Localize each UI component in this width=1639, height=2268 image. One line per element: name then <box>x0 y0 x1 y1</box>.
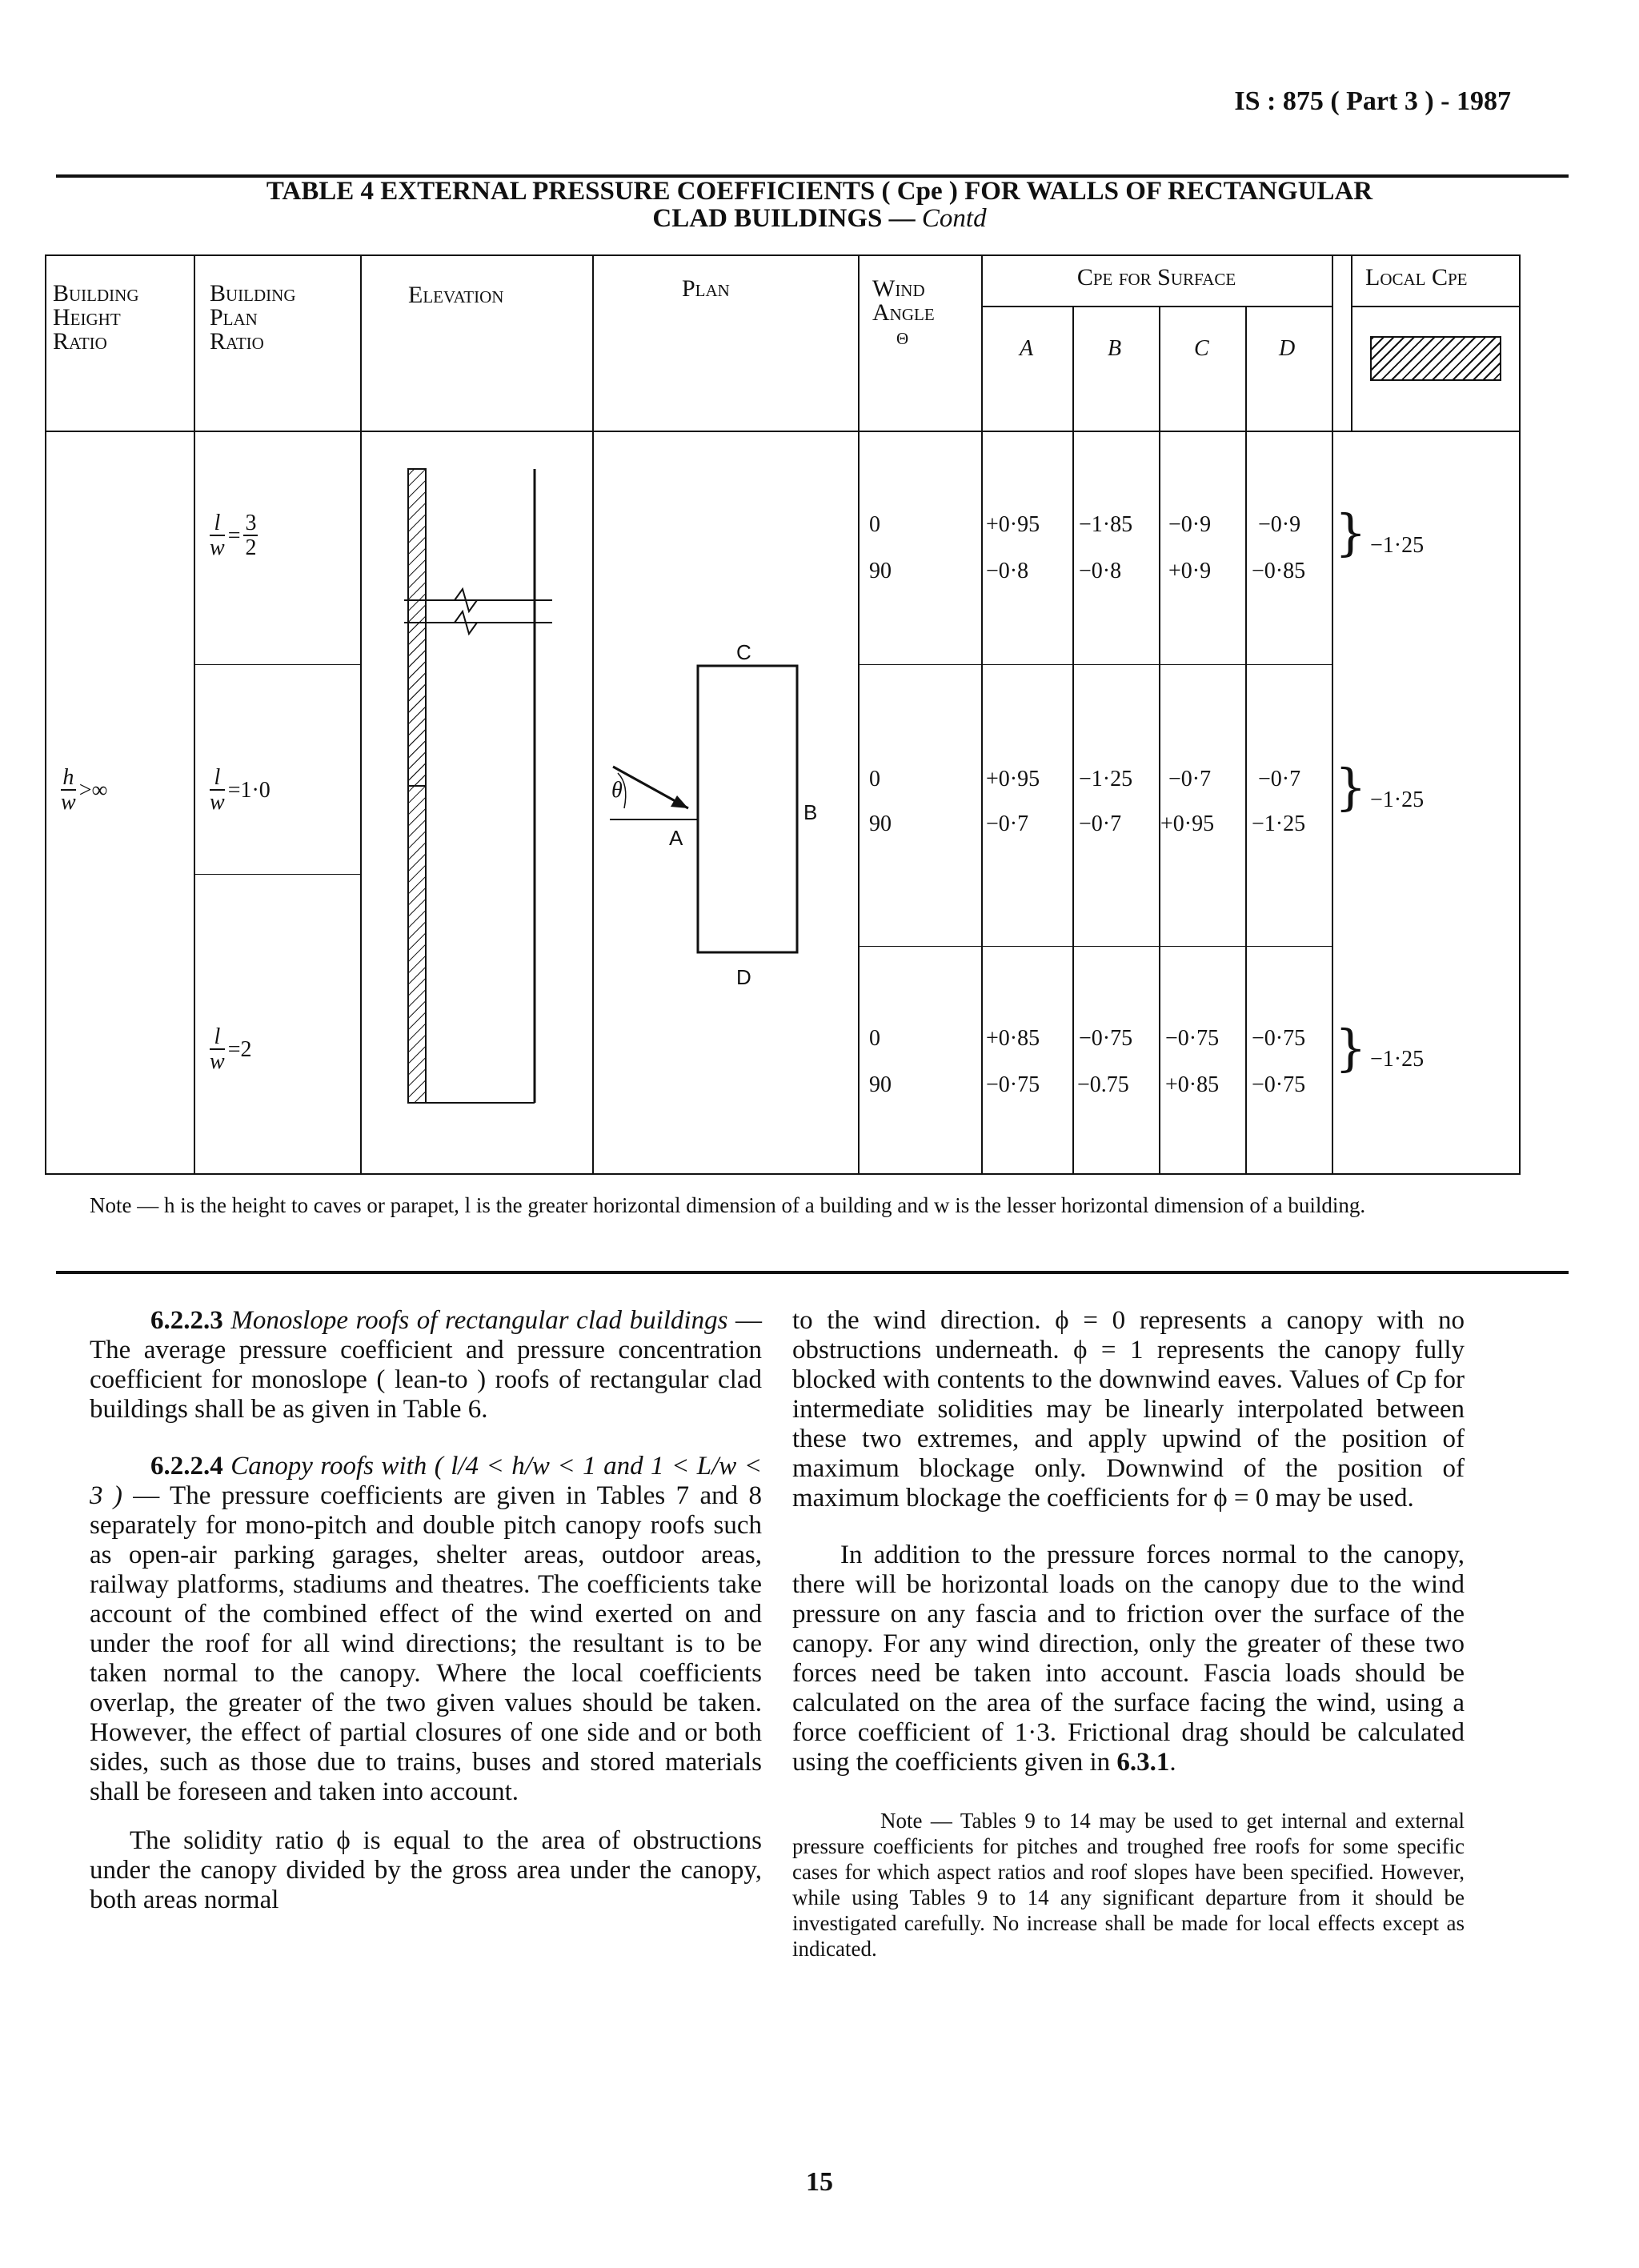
table-top-border <box>45 254 1519 256</box>
local-cpe-row-2: −1·25 <box>1370 787 1425 812</box>
row-sep-2 <box>858 946 1332 947</box>
local-subheader-line <box>1351 306 1519 307</box>
brace-icon: } <box>1335 1019 1367 1077</box>
col-sep-6 <box>1072 306 1074 1175</box>
col-sep-10 <box>1351 254 1352 431</box>
wind-arrowhead-icon <box>671 795 688 808</box>
col-sep-5 <box>981 254 983 1175</box>
right-paragraph-2: In addition to the pressure forces normal to the canopy, there will be horizontal loads on the canopy due to the wind pressure on any fascia and to friction over the surface of the canopy. For any wind direction, only the greater of these two forces need be taken into account. Fascia loads should be calculated on the area of the surface facing the wind, using a force coefficient of 1·3. Frictional drag should be calculated using the coefficients given in <box>792 1541 1465 1777</box>
left-column <box>90 1306 762 1915</box>
section-6-2-2-3-title: Monoslope roofs of rectangular clad buildings <box>230 1306 728 1335</box>
plan-label-theta: θ <box>611 778 623 803</box>
plan-label-c: C <box>736 640 751 664</box>
table-bottom-border <box>45 1173 1519 1175</box>
table-title <box>0 178 1639 232</box>
table-left-border <box>45 254 46 1175</box>
plan-building-outline <box>698 666 797 952</box>
section-6-3-1-ref: 6.3.1 <box>1116 1748 1170 1777</box>
col-sep-4 <box>858 254 860 1175</box>
section-6-2-2-4-number: 6.2.2.4 <box>150 1452 223 1481</box>
brace-icon: } <box>1335 503 1367 562</box>
table-title-line2: CLAD BUILDINGS — <box>652 204 916 233</box>
right-paragraph-1: to the wind direction. ϕ = 0 represents a canopy with no obstructions underneath. ϕ = 1 represents the canopy fully blocked with contents to the downwind eaves. Values of Cp for intermediate solidities may be linearly interpolated between these two extremes, and apply upwind of the position of maximum blockage only. Downwind of the position of maximum blockage the coefficients for ϕ = 0 may be used. <box>792 1306 1465 1513</box>
hatch-legend-icon <box>1370 336 1501 381</box>
section-6-2-2-3-number: 6.2.2.3 <box>150 1306 223 1335</box>
plan-ratio-row-3: $\frac{l}{w}$ =2 <box>210 1024 252 1074</box>
mid-rule <box>56 1271 1569 1274</box>
row-sep-1 <box>858 664 1332 665</box>
standard-header: IS : 875 ( Part 3 ) - 1987 <box>1234 86 1511 116</box>
page-number: 15 <box>806 2167 833 2197</box>
right-note: Note — Tables 9 to 14 may be used to get internal and external pressure coefficients for pitches and troughed free roofs for some specific cases for which aspect ratios and roof slopes have been specified. However, while using Tables 9 to 14 any significant departure from it should be investigated carefully. No increase shall be made for local effects except as indicated. <box>792 1809 1465 1961</box>
section-6-2-2-4-formula: ( l/4 < h/w < 1 and 1 < L/w < 3 ) <box>90 1452 762 1510</box>
table-right-border <box>1519 254 1521 1175</box>
plan-label-b: B <box>803 800 818 824</box>
table-title-contd: Contd <box>921 204 987 233</box>
table-title-line1: TABLE 4 EXTERNAL PRESSURE COEFFICIENTS ( Cpe ) FOR WALLS OF RECTANGULAR <box>266 177 1373 206</box>
height-ratio-value: $\frac{h}{w}$ >∞ <box>61 765 108 815</box>
header-cpe-surface: Cpe for Surface <box>1076 264 1236 291</box>
ratio-sep-2 <box>194 874 360 875</box>
section-6-2-2-4-title: Canopy roofs with <box>230 1452 427 1481</box>
elevation-wall-lower <box>408 623 426 1103</box>
col-sep-1 <box>194 254 195 1175</box>
plan-ratio-row-1: $\frac{l}{w}$ = $\frac{3}{2}$ <box>210 511 257 560</box>
section-6-2-2-4-text: — The pressure coefficients are given in Tables 7 and 8 separately for mono-pitch and double pitch canopy roofs such as open-air parking garages, shelter areas, outdoor areas, railway platforms, stadiums and theatres. The coefficients take account of the combined effect of the wind exerted on and under the roof for all wind directions; the resultant is to be taken normal to the canopy. Where the local coefficients overlap, the greater of the two given values should be taken. However, the effect of partial closures of one side and or both sides, such as those due to trains, buses and stored materials shall be foreseen and taken into account. <box>90 1481 763 1806</box>
header-surface-d: D <box>1279 336 1296 361</box>
right-column: to the wind direction. ϕ = 0 represents a canopy with no obstructions underneath. ϕ = 1 represents the canopy fully blocked with contents to the downwind eaves. Values of Cp for intermediate solidities may be linearly interpolated between these two extremes, and apply upwind of the position of maximum blockage only. Downwind of the position of maximum blockage the coefficients for ϕ = 0 may be used. In addition to the pressure forces normal to the canopy, there will be horizontal loads on the canopy due to the wind pressure on any fascia and to friction over the surface of the canopy. For any wind direction, only the greater of these two forces need be taken into account. Fascia loads should be calculated on the area of the surface facing the wind, using a force coefficient of 1·3. Frictional drag should be calculated using the coefficients given in 6.3.1. Note — Tables 9 to 14 may be used to get internal and external pressure coefficients for pitches and troughed free roofs for some specific cases for which aspect ratios and roof slopes have been specified. However, while using Tables 9 to 14 any significant departure from it should be investigated carefully. No increase shall be made for local effects except as indicated. <box>792 1306 1465 1961</box>
local-cpe-row-3: −1·25 <box>1370 1047 1425 1072</box>
plan-diagram <box>594 432 858 1173</box>
local-cpe-row-1: −1·25 <box>1370 533 1425 558</box>
header-height-ratio: Building Height Ratio <box>53 280 139 355</box>
header-elevation: Elevation <box>408 282 504 308</box>
header-surface-a: A <box>1020 336 1034 361</box>
plan-label-d: D <box>736 965 751 989</box>
header-plan-ratio: Building Plan Ratio <box>210 280 296 355</box>
section-6-2-2-3-text: — The average pressure coefficient and pressure concentration coefficient for monoslope ( lean-to ) roofs of rectangular clad buildings shall be as given in Table 6. <box>90 1306 762 1424</box>
plan-ratio-row-2: $\frac{l}{w}$ =1·0 <box>210 765 270 815</box>
header-plan: Plan <box>682 275 730 302</box>
solidity-ratio-paragraph: The solidity ratio ϕ is equal to the area of obstructions under the canopy divided by the gross area under the canopy, both areas normal <box>90 1826 762 1914</box>
table-note: Note — h is the height to caves or parapet, l is the greater horizontal dimension of a building and w is the lesser horizontal dimension of a building. <box>90 1193 1366 1217</box>
header-surface-c: C <box>1194 336 1209 361</box>
header-local-cpe: Local Cpe <box>1365 264 1468 291</box>
header-wind-angle: Wind Angle θ <box>872 275 935 350</box>
col-sep-8 <box>1245 306 1247 1175</box>
surface-subheader-line <box>981 306 1332 307</box>
brace-icon: } <box>1335 758 1367 816</box>
header-surface-b: B <box>1108 336 1122 361</box>
col-sep-9 <box>1332 254 1333 1175</box>
ratio-sep-1 <box>194 664 360 665</box>
elevation-diagram <box>360 432 592 1173</box>
col-sep-7 <box>1159 306 1160 1175</box>
plan-label-a: A <box>669 826 683 850</box>
